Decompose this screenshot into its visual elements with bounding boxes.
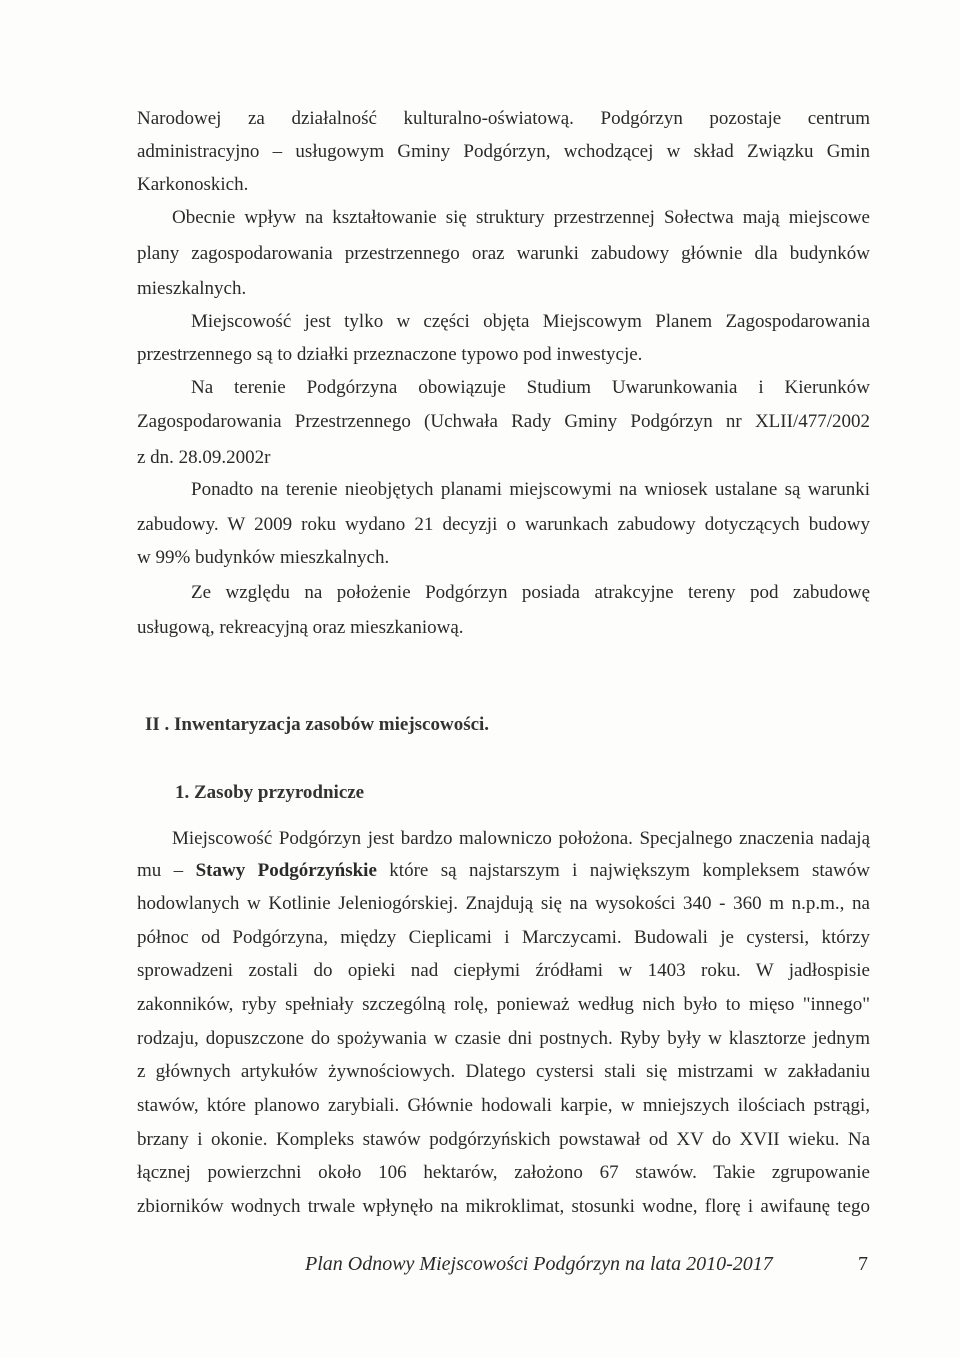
paragraph-line: zbiorników wodnych trwale wpłynęło na mikroklimat, stosunki wodne, florę i awifaunę tego (137, 1196, 870, 1217)
paragraph-line: plany zagospodarowania przestrzennego oraz warunki zabudowy głównie dla budynków (137, 243, 870, 264)
paragraph-line: Obecnie wpływ na kształtowanie się struktury przestrzennej Sołectwa mają miejscowe (172, 207, 870, 228)
paragraph-line: usługową, rekreacyjną oraz mieszkaniową. (137, 617, 464, 638)
paragraph-line: Ponadto na terenie nieobjętych planami miejscowymi na wniosek ustalane są warunki (191, 479, 870, 500)
line-prefix: mu – (137, 860, 184, 881)
paragraph-line: Zagospodarowania Przestrzennego (Uchwała Rady Gminy Podgórzyn nr XLII/477/2002 (137, 411, 870, 432)
paragraph-line: hodowlanych w Kotlinie Jeleniogórskiej. Znajdują się na wysokości 340 - 360 m n.p.m., na (137, 893, 870, 914)
paragraph-line: z głównych artykułów żywnościowych. Dlatego cystersi stali się mistrzami w zakładaniu (137, 1061, 870, 1082)
paragraph-line: Na terenie Podgórzyna obowiązuje Studium Uwarunkowania i Kierunków (191, 377, 870, 398)
paragraph-line: stawów, które planowo zarybiali. Głównie hodowali karpie, w mniejszych ilościach pstrągi, (137, 1095, 870, 1116)
subsection-heading: 1. Zasoby przyrodnicze (175, 782, 365, 803)
paragraph-line-with-emphasis (137, 859, 870, 883)
paragraph-line: północ od Podgórzyna, między Cieplicami i Marczycami. Budowali je cystersi, którzy (137, 927, 870, 948)
paragraph-line: Karkonoskich. (137, 174, 249, 195)
paragraph-line: przestrzennego są to działki przeznaczone typowo pod inwestycje. (137, 344, 643, 365)
paragraph-line: Ze względu na położenie Podgórzyn posiada atrakcyjne tereny pod zabudowę (191, 582, 870, 603)
paragraph-line: Miejscowość Podgórzyn jest bardzo malowniczo położona. Specjalnego znaczenia nadają (172, 828, 870, 849)
paragraph-line: łącznej powierzchni około 106 hektarów, założono 67 stawów. Takie zgrupowanie (137, 1162, 870, 1183)
section-heading: II . Inwentaryzacja zasobów miejscowości. (145, 714, 490, 735)
paragraph-line: mieszkalnych. (137, 278, 247, 299)
line-suffix: które są najstarszym i największym kompleksem stawów (389, 860, 870, 881)
paragraph-line: zabudowy. W 2009 roku wydano 21 decyzji o warunkach zabudowy dotyczących budowy (137, 514, 870, 535)
paragraph-line: rodzaju, dopuszczone do spożywania w czasie dni postnych. Ryby były w klasztorze jednym (137, 1028, 870, 1049)
paragraph-line: administracyjno – usługowym Gminy Podgórzyn, wchodzącej w skład Związku Gmin (137, 141, 870, 162)
emphasis-ponds-name: Stawy Podgórzyńskie (195, 860, 377, 881)
paragraph-line: z dn. 28.09.2002r (137, 447, 271, 468)
page-number: 7 (858, 1253, 868, 1275)
paragraph-line: Narodowej za działalność kulturalno-oświatową. Podgórzyn pozostaje centrum (137, 108, 870, 129)
paragraph-line: brzany i okonie. Kompleks stawów podgórzyńskich powstawał od XV do XVII wieku. Na (137, 1129, 870, 1150)
paragraph-line: Miejscowość jest tylko w części objęta Miejscowym Planem Zagospodarowania (191, 311, 870, 332)
paragraph-line: w 99% budynków mieszkalnych. (137, 547, 390, 568)
paragraph-line: zakonników, ryby spełniały szczególną rolę, ponieważ według nich było to mięso "innego" (137, 994, 870, 1015)
paragraph-line: sprowadzeni zostali do opieki nad ciepłymi źródłami w 1403 roku. W jadłospisie (137, 960, 870, 981)
footer-title: Plan Odnowy Miejscowości Podgórzyn na lata 2010-2017 (305, 1253, 773, 1275)
